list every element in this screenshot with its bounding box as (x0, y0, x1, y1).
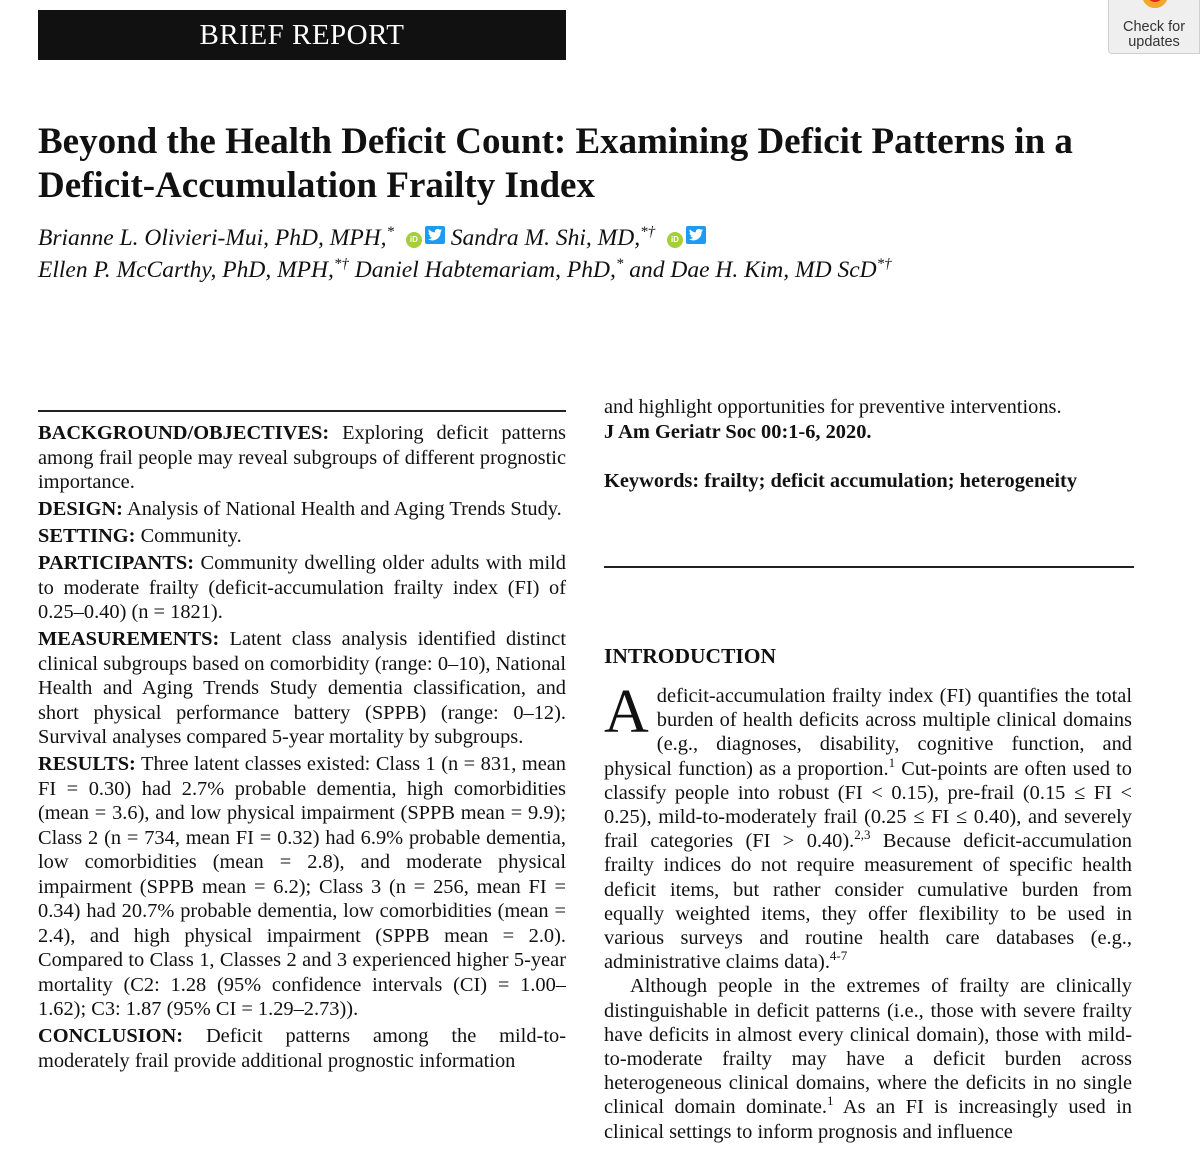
author-name: Sandra M. Shi, MD, (450, 225, 641, 251)
author-name: Brianne L. Olivieri-Mui, PhD, MPH, (38, 225, 387, 251)
section-text: Community. (140, 525, 242, 547)
section-text: Community dwelling older adults with mild to moderate frailty (deficit-accumulation frailty index (FI) of 0.25–0.40) (n = 1821). (38, 552, 566, 623)
section-label: SETTING: (38, 525, 136, 547)
text-run: Cut-points are often used to classify people into robust (FI < 0.15), pre-frail (0.15 ≤ FI < 0.25), mild-to-moderately frail (0.25 ≤ FI ≤ 0.40), and severely frail categories (FI > 0.40). (604, 757, 1132, 853)
abstract (38, 421, 566, 1076)
article-title: Beyond the Health Deficit Count: Examining Deficit Patterns in a Deficit-Accumulation Frailty Index (38, 121, 1073, 206)
author-affiliation-mark: * (615, 256, 624, 273)
journal-reference: J Am Geriatr Soc 00:1-6, 2020. (604, 421, 872, 443)
section-text: Analysis of National Health and Aging Trends Study. (126, 498, 562, 520)
orcid-icon[interactable]: iD (667, 232, 683, 248)
abstract-participants (38, 551, 566, 625)
abstract-continuation (604, 395, 1134, 445)
section-text: Three latent classes existed: Class 1 (n = 831, mean FI = 0.30) had 2.7% probable dementia, high comorbidities (mean = 3.6), and low physical impairment (SPPB mean = 9.9); Class 2 (n = 734, mean FI = 0.32) had 6.9% probable dementia, low comorbidities (mean = 2.8), and moderate physical impairment (SPPB mean = 6.2); Class 3 (n = 256, mean FI = 0.34) had 20.7% probable dementia, low comorbidities (mean = 2.4), and high physical impairment (SPPB mean = 2.0). Compared to Class 1, Classes 2 and 3 experienced higher 5-year mortality (C2: 1.28 (95% confidence intervals (CI) = 1.00–1.62); C3: 1.87 (95% CI = 1.29–2.73)). (38, 753, 566, 1020)
author-affiliation-mark: *† (876, 256, 892, 273)
author-affiliation-mark: *† (640, 224, 656, 241)
author-list (38, 222, 1138, 286)
author-name: Daniel Habtemariam, PhD, (354, 257, 616, 283)
abstract-top-divider (38, 410, 566, 412)
text-run: deficit-accumulation frailty index (FI) quantifies the total burden of health deficits across multiple clinical domains (e.g., diagnoses, disability, cognitive function, and physical function) as a proportion. (604, 685, 1132, 780)
drop-cap: A (604, 678, 649, 746)
section-label: CONCLUSION: (38, 1025, 184, 1047)
text-run: Because deficit-accumulation frailty indices do not require measurement of specific health deficit items, but rather consider cumulative burden from equally weighted items, they offer flexibility to be used in various surveys and routine health care databases (e.g., administrative claims data). (604, 830, 1132, 974)
article-type-banner (38, 10, 566, 60)
article-type-label: BRIEF REPORT (199, 18, 405, 51)
section-label: BACKGROUND/OBJECTIVES: (38, 422, 330, 444)
author-affiliation-mark: * (386, 224, 395, 241)
abstract-results (38, 752, 566, 1022)
keywords: Keywords: frailty; deficit accumulation; heterogeneity (604, 470, 1078, 492)
check-updates-line2: updates (1128, 34, 1180, 50)
section-label: RESULTS: (38, 753, 136, 775)
section-label: MEASUREMENTS: (38, 628, 220, 650)
author-name: Ellen P. McCarthy, PhD, MPH, (38, 257, 334, 283)
twitter-icon[interactable] (425, 226, 445, 244)
abstract-continued-text: and highlight opportunities for preventive interventions. (604, 396, 1062, 418)
section-label: PARTICIPANTS: (38, 552, 194, 574)
abstract-background (38, 421, 566, 495)
citation-ref[interactable]: 1 (827, 1093, 834, 1109)
orcid-icon[interactable]: iD (406, 232, 422, 248)
section-heading-introduction: INTRODUCTION (604, 644, 777, 668)
abstract-bottom-divider (604, 566, 1134, 568)
author-name: and Dae H. Kim, MD ScD (629, 257, 877, 283)
abstract-setting (38, 524, 566, 549)
abstract-conclusion (38, 1024, 566, 1073)
text-run: As an FI is increasingly used in clinical settings to inform prognosis and influence (604, 1096, 1132, 1143)
twitter-icon[interactable] (686, 226, 706, 244)
introduction-body (604, 678, 1132, 1144)
check-for-updates-button[interactable] (1108, 0, 1200, 54)
section-text: Deficit patterns among the mild-to-moderately frail provide additional prognostic information (38, 1025, 566, 1072)
section-text: Exploring deficit patterns among frail people may reveal subgroups of different prognostic importance. (38, 422, 566, 493)
section-label: DESIGN: (38, 498, 123, 520)
intro-paragraph (604, 974, 1132, 1143)
check-updates-line1: Check for (1122, 19, 1186, 35)
citation-ref[interactable]: 2,3 (854, 827, 871, 843)
text-run: Although people in the extremes of frailty are clinically distinguishable in deficit patterns (i.e., those with severe frailty have deficits in almost every clinical domain), those with mild-to-moderate frailty may have a deficit burden across heterogeneous clinical domains, where the deficits in no single clinical domain dominate. (604, 975, 1132, 1119)
abstract-design (38, 497, 566, 522)
citation-ref[interactable]: 4-7 (829, 948, 848, 964)
abstract-measurements (38, 627, 566, 750)
citation-ref[interactable]: 1 (888, 754, 896, 770)
section-text: Latent class analysis identified distinct clinical subgroups based on comorbidity (range: 0–10), National Health and Aging Trends Study dementia classification, and short physical performance battery (SPPB) (range: 0–12). Survival analyses compared 5-year mortality by subgroups. (38, 628, 566, 748)
intro-paragraph (604, 678, 1132, 974)
author-affiliation-mark: *† (333, 256, 349, 273)
